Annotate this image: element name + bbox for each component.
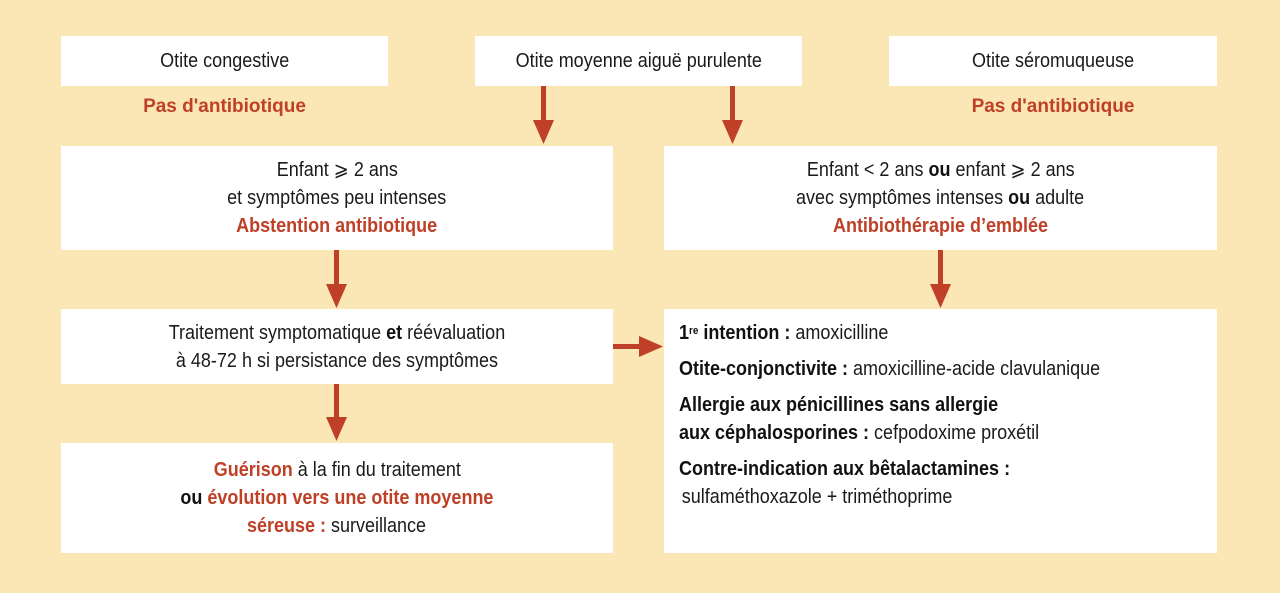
contre-indication-line: Contre-indication aux bêtalactamines : [679,458,1011,480]
guerison-line3: séreuse : surveillance [247,515,427,537]
traitement-line1: Traitement symptomatique et réévaluation [168,321,506,344]
label-pas-antibiotique-left: Pas d'antibiotique [143,96,306,117]
label-pas-antibiotique-right: Pas d'antibiotique [971,96,1135,117]
antibiotherapie-emblee: Antibiothérapie d’emblée [832,215,1049,237]
allergie-line2: aux céphalosporines : cefpodoxime proxétil [679,422,1040,444]
arrow-aom-to-left [533,86,554,144]
otite-congestive-text: Otite congestive [159,50,290,72]
intenses-line2: avec symptômes intenses ou adulte [796,187,1085,209]
contre-indication-value: sulfaméthoxazole + triméthoprime [681,486,953,508]
guerison-line2: ou évolution vers une otite moyenne [180,487,494,509]
intenses-line1: Enfant < 2 ans ou enfant ⩾ 2 ans [806,159,1075,181]
otite-conjonctivite-line: Otite-conjonctivite : amoxicilline-acide clavulanique [679,358,1101,380]
allergie-line1: Allergie aux pénicillines sans allergie [679,394,999,416]
first-intention-line: 1re intention : amoxicilline [679,322,889,344]
otite-seromuqueuse-text: Otite séromuqueuse [971,50,1135,72]
arrow-abstention-to-traitement [326,250,347,308]
otite-moyenne-aigue-text: Otite moyenne aiguë purulente [515,50,762,72]
traitement-line2: à 48-72 h si persistance des symptômes [175,349,499,372]
enfant-line1: Enfant ⩾ 2 ans [276,159,398,181]
guerison-line1: Guérison à la fin du traitement [213,459,461,481]
enfant-line2: et symptômes peu intenses [227,187,447,209]
abstention-antibiotique: Abstention antibiotique [236,215,438,237]
arrow-traitement-to-regimen [613,336,663,357]
arrow-traitement-to-guerison [326,384,347,441]
arrow-antibio-to-regimen [930,250,951,308]
arrow-aom-to-right [722,86,743,144]
